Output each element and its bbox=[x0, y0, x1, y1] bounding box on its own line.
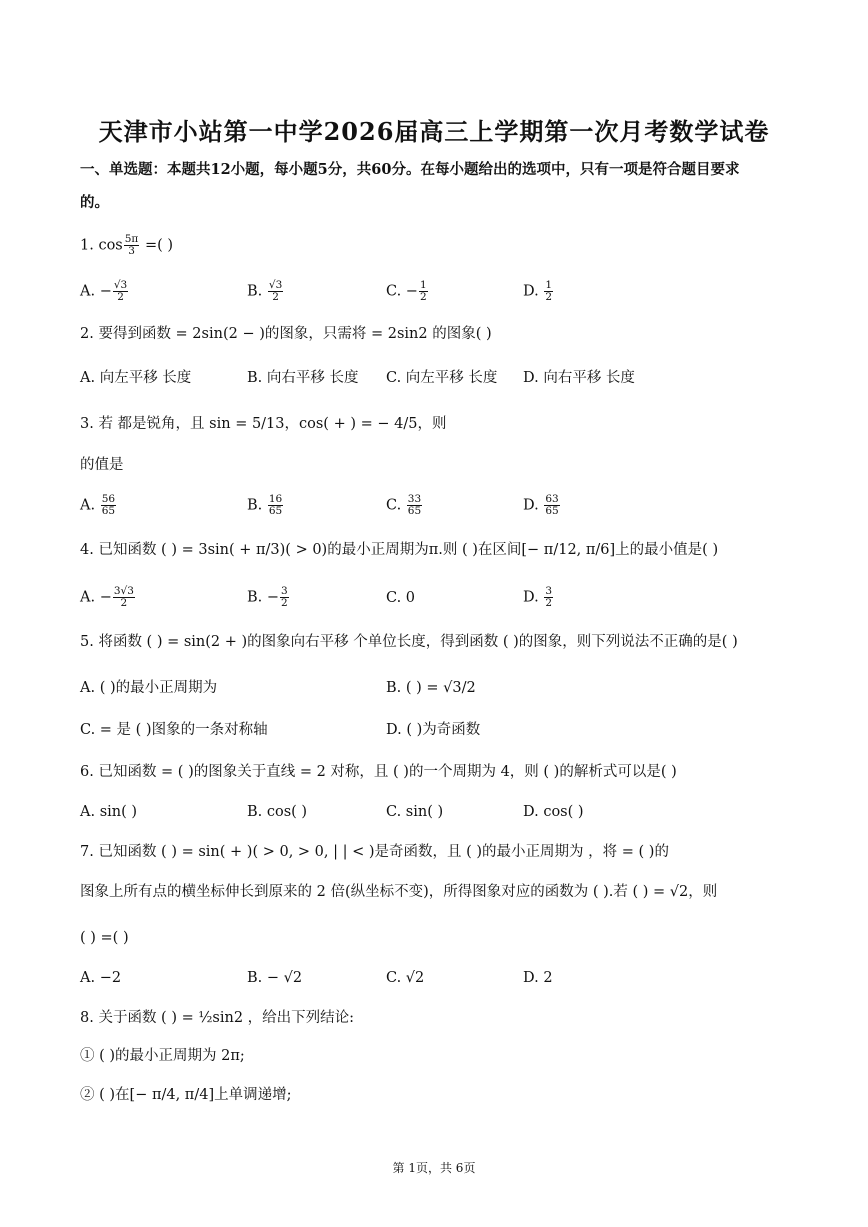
q1-b-label: B. bbox=[247, 283, 267, 300]
q3-option-d bbox=[523, 494, 561, 517]
q3-c-frac bbox=[407, 494, 422, 517]
q4-option-c: C. 0 bbox=[386, 590, 416, 606]
q4-d-frac bbox=[544, 586, 553, 609]
q4-a-label: A. − bbox=[80, 589, 112, 606]
question-3-stem: 3. 若 都是锐角，且 sin = 5/13，cos( + ) = − 4/5，则 bbox=[80, 416, 447, 432]
q1-c-num: 1 bbox=[419, 279, 427, 291]
q1-fraction bbox=[124, 234, 140, 257]
q1-b-frac bbox=[268, 280, 283, 303]
q1-fraction-num: 5π bbox=[124, 233, 139, 245]
q1-c-label: C. − bbox=[386, 283, 418, 300]
section-heading-line1: 一、单选题：本题共12小题，每小题5分，共60分。在每小题给出的选项中，只有一项是符合题目要求 bbox=[80, 161, 740, 178]
q1-suffix: =( ) bbox=[140, 237, 174, 254]
q3-b-den: 65 bbox=[268, 505, 283, 517]
q1-a-den: 2 bbox=[117, 291, 124, 303]
q3-d-label: D. bbox=[523, 497, 544, 514]
q1-b-num: √3 bbox=[268, 279, 283, 291]
q7-option-d: D. 2 bbox=[523, 970, 553, 986]
question-3-stem-cont: 的值是 bbox=[80, 457, 124, 473]
q1-c-den: 2 bbox=[419, 291, 427, 303]
q1-d-num: 1 bbox=[545, 279, 553, 291]
q1-option-c bbox=[386, 280, 429, 303]
q1-d-label: D. bbox=[523, 283, 544, 300]
page-footer: 第 1页，共 6页 bbox=[392, 1161, 476, 1175]
question-1-stem bbox=[80, 234, 173, 257]
q4-b-den: 2 bbox=[281, 597, 288, 609]
q1-a-num: √3 bbox=[113, 279, 128, 291]
q3-d-frac bbox=[544, 494, 559, 517]
q1-option-a bbox=[80, 280, 129, 303]
question-6-stem: 6. 已知函数 = ( )的图象关于直线 = 2 对称，且 ( )的一个周期为 4，则 ( )的解析式可以是( ) bbox=[80, 764, 677, 780]
page-title: 天津市小站第一中学2026届高三上学期第一次月考数学试卷 bbox=[98, 117, 770, 146]
q3-d-den: 65 bbox=[545, 505, 559, 517]
q4-option-a bbox=[80, 586, 136, 609]
q1-option-d bbox=[523, 280, 554, 303]
q4-d-label: D. bbox=[523, 589, 544, 606]
question-7-line2: 图象上所有点的横坐标伸长到原来的 2 倍(纵坐标不变)，所得图象对应的函数为 ( ).若 ( ) = √2，则 bbox=[80, 884, 718, 900]
q4-b-frac bbox=[280, 586, 289, 609]
q3-a-num: 56 bbox=[101, 493, 116, 505]
q1-option-b bbox=[247, 280, 284, 303]
q2-option-c: C. 向左平移 长度 bbox=[386, 370, 498, 386]
question-7-line1: 7. 已知函数 ( ) = sin( + )( > 0, > 0, | | < )是奇函数，且 ( )的最小正周期为 ，将 = ( )的 bbox=[80, 844, 669, 860]
q3-d-num: 63 bbox=[545, 493, 559, 505]
q7-option-b: B. − √2 bbox=[247, 970, 303, 986]
q3-a-frac bbox=[101, 494, 116, 517]
q4-option-b bbox=[247, 586, 290, 609]
q4-option-d bbox=[523, 586, 554, 609]
q4-b-label: B. − bbox=[247, 589, 280, 606]
question-8-stem: 8. 关于函数 ( ) = ½sin2 ，给出下列结论: bbox=[80, 1010, 355, 1026]
q1-a-frac bbox=[113, 280, 128, 303]
q3-b-frac bbox=[268, 494, 283, 517]
q3-c-num: 33 bbox=[407, 493, 422, 505]
question-8-item-2: ② ( )在[− π/4, π/4]上单调递增; bbox=[80, 1087, 292, 1103]
question-4-stem: 4. 已知函数 ( ) = 3sin( + π/3)( > 0)的最小正周期为π.则 ( )在区间[− π/12, π/6]上的最小值是( ) bbox=[80, 542, 719, 558]
q1-fraction-den: 3 bbox=[128, 245, 135, 257]
q3-b-label: B. bbox=[247, 497, 267, 514]
q6-option-d: D. cos( ) bbox=[523, 804, 584, 820]
question-7-line3: ( ) =( ) bbox=[80, 930, 129, 946]
q6-option-a: A. sin( ) bbox=[80, 804, 138, 820]
q4-d-den: 2 bbox=[545, 597, 553, 609]
q5-option-a: A. ( )的最小正周期为 bbox=[80, 680, 218, 696]
q1-b-den: 2 bbox=[272, 291, 279, 303]
q3-option-a bbox=[80, 494, 117, 517]
q1-d-den: 2 bbox=[545, 291, 553, 303]
q1-d-frac bbox=[544, 280, 553, 303]
q3-option-b bbox=[247, 494, 284, 517]
q5-option-d: D. ( )为奇函数 bbox=[386, 722, 481, 738]
q4-d-num: 3 bbox=[545, 585, 553, 597]
q4-b-num: 3 bbox=[281, 585, 288, 597]
q1-prefix: 1. cos bbox=[80, 237, 123, 254]
q2-option-d: D. 向右平移 长度 bbox=[523, 370, 635, 386]
q2-option-a: A. 向左平移 长度 bbox=[80, 370, 192, 386]
q6-option-c: C. sin( ) bbox=[386, 804, 444, 820]
question-2-stem: 2. 要得到函数 = 2sin(2 − )的图象，只需将 = 2sin2 的图象( ) bbox=[80, 326, 492, 342]
q2-option-b: B. 向右平移 长度 bbox=[247, 370, 359, 386]
q3-a-den: 65 bbox=[101, 505, 116, 517]
q1-c-frac bbox=[419, 280, 428, 303]
q4-a-frac bbox=[113, 586, 135, 609]
q3-option-c bbox=[386, 494, 423, 517]
q5-option-b: B. ( ) = √3/2 bbox=[386, 680, 476, 696]
q7-option-a: A. −2 bbox=[80, 970, 122, 986]
q3-b-num: 16 bbox=[268, 493, 283, 505]
q7-option-c: C. √2 bbox=[386, 970, 425, 986]
q3-c-label: C. bbox=[386, 497, 406, 514]
q4-a-den: 2 bbox=[120, 597, 128, 609]
q6-option-b: B. cos( ) bbox=[247, 804, 308, 820]
q5-option-c: C. = 是 ( )图象的一条对称轴 bbox=[80, 722, 268, 738]
question-5-stem: 5. 将函数 ( ) = sin(2 + )的图象向右平移 个单位长度，得到函数 ( )的图象，则下列说法不正确的是( ) bbox=[80, 634, 738, 650]
question-8-item-1: ① ( )的最小正周期为 2π; bbox=[80, 1048, 245, 1064]
section-heading-line2: 的。 bbox=[80, 194, 109, 211]
q4-a-num: 3√3 bbox=[113, 585, 134, 597]
q3-c-den: 65 bbox=[407, 505, 422, 517]
q3-a-label: A. bbox=[80, 497, 100, 514]
q1-a-label: A. − bbox=[80, 283, 112, 300]
